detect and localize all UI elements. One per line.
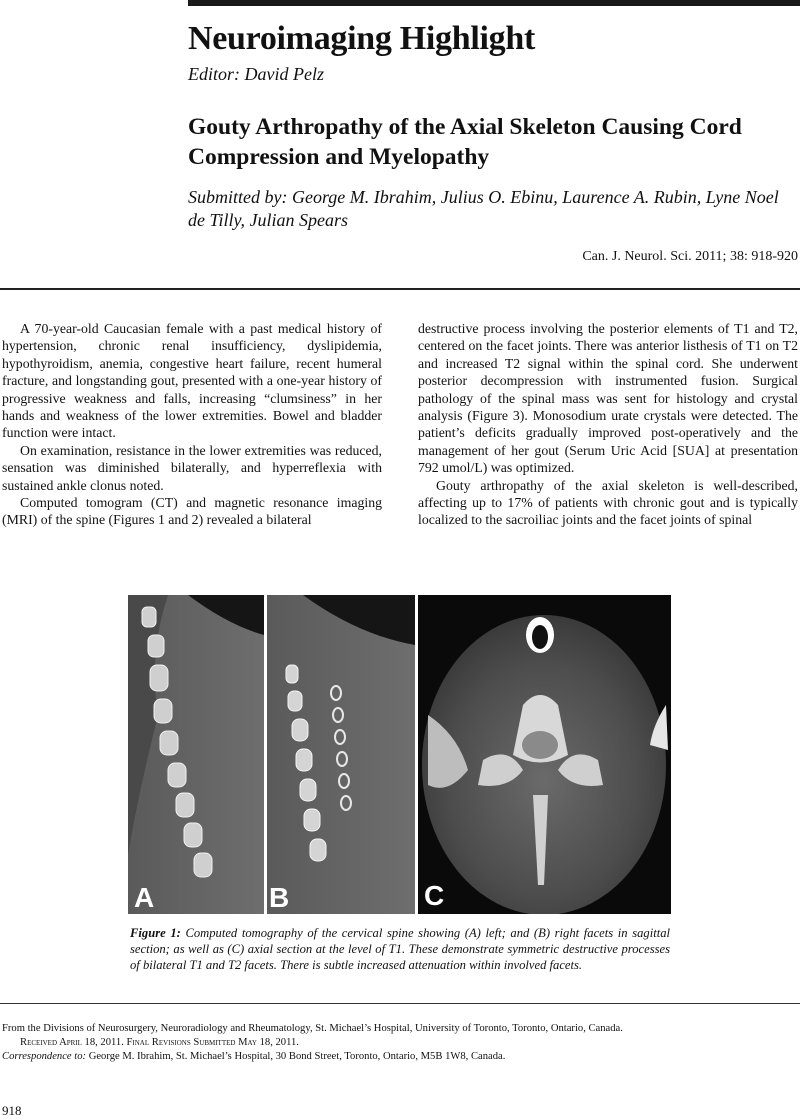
footnotes [2, 1022, 792, 1064]
editor-line: Editor: David Pelz [188, 64, 324, 84]
body-right-column [418, 320, 798, 529]
correspondence-note [2, 1050, 792, 1064]
correspondence-text: George M. Ibrahim, St. Michael’s Hospital, 30 Bond Street, Toronto, Ontario, M5B 1W8, Canada. [88, 1051, 506, 1062]
authors-line: Submitted by: George M. Ibrahim, Julius O. Ebinu, Laurence A. Rubin, Lyne Noel de Tilly, Julian Spears [188, 187, 779, 230]
footnote-divider [0, 1003, 800, 1004]
affiliation-note: From the Divisions of Neurosurgery, Neuroradiology and Rheumatology, St. Michael’s Hospital, University of Toronto, Toronto, Ontario, Canada. [2, 1023, 623, 1034]
body-paragraph: destructive process involving the posterior elements of T1 and T2, centered on the facet joints. There was anterior listhesis of T1 on T2 and increased T2 signal within the spinal cord. She underwent posterior decompression with instrumented fusion. Surgical pathology of the spinal mass was sent for histology and crystal analysis (Figure 3). Monosodium urate crystals were detected. The patient’s deficits gradually improved post-operatively and the management of her gout (Serum Uric Acid [SUA] at presentation 792 umol/L) was optimized. [418, 321, 798, 476]
panel-b-sagittal-right [267, 595, 415, 914]
body-paragraph: Computed tomogram (CT) and magnetic resonance imaging (MRI) of the spine (Figures 1 and 2) revealed a bilateral [2, 495, 382, 528]
body-left-column [2, 320, 382, 529]
panel-label-c: C [424, 880, 445, 911]
panel-label-b: B [269, 882, 290, 913]
body-paragraph: A 70-year-old Caucasian female with a past medical history of hypertension, chronic renal insufficiency, dyslipidemia, hypothyroidism, anemia, congestive heart failure, recent humeral fracture, and longstanding gout, presented with a one-year history of progressive weakness and falls, increasing “clumsiness” in her hands and weakness of the lower extremities. Bowel and bladder function were intact. [2, 321, 382, 441]
panel-label-a: A [134, 882, 155, 913]
page-number: 918 [2, 1103, 22, 1118]
received-note: Received April 18, 2011. Final Revisions Submitted May 18, 2011. [20, 1037, 299, 1048]
caption-label: Figure 1: [130, 926, 181, 940]
correspondence-label: Correspondence to: [2, 1051, 87, 1062]
body-paragraph: On examination, resistance in the lower extremities was reduced, sensation was diminished bilaterally, and hyperreflexia with sustained ankle clonus noted. [2, 442, 382, 493]
body-paragraph: Gouty arthropathy of the axial skeleton is well-described, affecting up to 17% of patients with chronic gout and is typically localized to the sacroiliac joints and the facet joints of spinal [418, 477, 798, 528]
journal-citation: Can. J. Neurol. Sci. 2011; 38: 918-920 [582, 249, 798, 264]
title-divider [0, 288, 800, 290]
figure-caption [130, 925, 670, 973]
caption-text: Computed tomography of the cervical spine showing (A) left; and (B) right facets in sagittal section; as well as (C) axial section at the level of T1. These demonstrate symmetric destructive processes of bilateral T1 and T2 facets. There is subtle increased attenuation within involved facets. [130, 926, 670, 972]
figure-1-image [128, 595, 671, 914]
article-title: Gouty Arthropathy of the Axial Skeleton Causing Cord Compression and Myelopathy [188, 114, 742, 170]
header-rule [188, 0, 800, 6]
panel-a-sagittal-left [128, 595, 264, 914]
panel-c-axial [418, 595, 671, 914]
section-title: Neuroimaging Highlight [188, 20, 535, 57]
ct-scan-panels [128, 595, 671, 914]
